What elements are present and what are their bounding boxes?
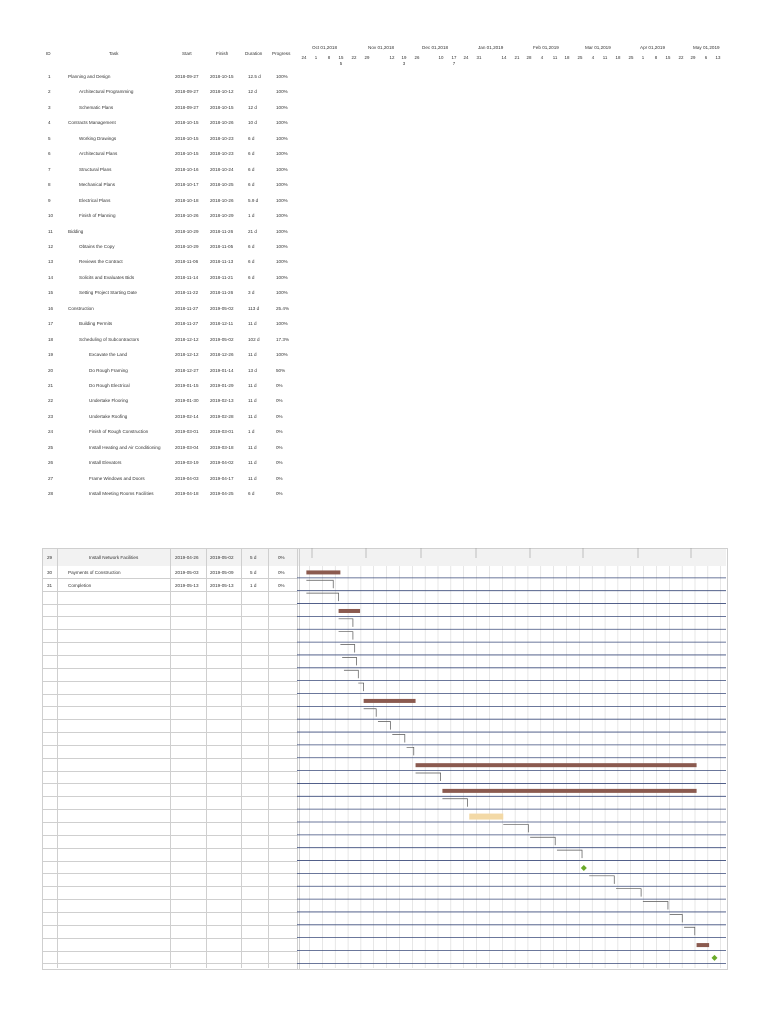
timeline-day: 11 <box>602 55 608 60</box>
task-start: 2018-09-27 <box>175 104 199 110</box>
task-duration: 11 d <box>248 398 257 404</box>
task-id: 18 <box>48 336 54 342</box>
task-id: 8 <box>48 182 51 188</box>
task-duration: 11 d <box>248 460 257 466</box>
timeline-day: 11 <box>552 55 558 60</box>
timeline-day: 18 <box>564 55 570 60</box>
task-progress: 0% <box>276 383 283 388</box>
summary-bar <box>306 570 340 574</box>
task-id: 15 <box>48 290 54 296</box>
timeline-subday: 3 <box>402 61 406 66</box>
task-progress: 100% <box>276 135 288 141</box>
col-header-progress: Progress <box>272 51 291 56</box>
task-start: 2018-10-17 <box>175 182 199 188</box>
task-finish: 2018-11-05 <box>210 243 234 249</box>
summary-bar <box>697 943 710 947</box>
task-start: 2018-10-16 <box>175 166 199 172</box>
task-id: 23 <box>48 413 54 419</box>
task-name: Setting Project Starting Date <box>79 290 137 296</box>
task-progress: 0% <box>278 570 285 575</box>
task-duration: 6 d <box>248 182 255 188</box>
task-id: 19 <box>48 352 54 358</box>
task-progress: 100% <box>276 89 288 95</box>
task-start: 2019-01-30 <box>175 398 199 404</box>
timeline-day: 17 <box>451 55 457 60</box>
task-start: 2019-02-14 <box>175 413 199 419</box>
task-finish: 2019-03-01 <box>210 429 234 435</box>
task-start: 2018-10-15 <box>175 151 199 157</box>
timeline-month: Feb 01,2019 <box>533 45 559 50</box>
task-finish: 2019-05-02 <box>210 555 234 560</box>
timeline-day: 28 <box>526 55 532 60</box>
task-finish: 2018-12-11 <box>210 321 234 327</box>
task-name: Completion <box>68 582 92 588</box>
task-finish: 2019-04-25 <box>210 491 234 497</box>
task-id: 21 <box>48 383 54 388</box>
task-progress: 25.4% <box>276 305 290 311</box>
task-id: 30 <box>47 570 53 575</box>
task-start: 2019-05-03 <box>175 570 199 575</box>
dependency-link <box>643 902 668 910</box>
task-id: 31 <box>47 582 53 588</box>
task-id: 16 <box>48 305 54 311</box>
milestone-marker <box>711 955 717 961</box>
task-progress: 100% <box>276 120 288 126</box>
task-progress: 100% <box>276 290 288 296</box>
task-progress: 0% <box>276 444 283 450</box>
dependency-link <box>364 709 377 717</box>
task-progress: 100% <box>276 228 288 234</box>
timeline-day: 24 <box>301 55 307 60</box>
task-id: 1 <box>48 74 51 79</box>
task-duration: 11 d <box>248 413 257 419</box>
task-duration: 5 d <box>250 555 257 560</box>
dependency-link <box>392 734 405 742</box>
task-name: Structural Plans <box>79 166 112 172</box>
timeline-day: 4 <box>540 55 544 60</box>
timeline-day: 8 <box>327 55 331 60</box>
task-progress: 100% <box>276 352 288 358</box>
task-name: Reviews the Contract <box>79 259 123 265</box>
summary-bar <box>339 609 360 613</box>
task-id: 3 <box>48 104 51 110</box>
task-id: 28 <box>48 491 54 497</box>
task-name: Working Drawings <box>79 135 117 141</box>
task-name: Install Meeting Rooms Facilities <box>89 491 154 497</box>
task-progress: 100% <box>276 259 288 265</box>
task-progress: 100% <box>276 197 288 203</box>
task-progress: 0% <box>276 475 283 481</box>
timeline-day: 12 <box>389 55 395 60</box>
task-progress: 100% <box>276 74 288 79</box>
timeline-day: 1 <box>314 55 318 60</box>
task-name: Planning and Design <box>68 74 111 79</box>
task-finish: 2018-10-26 <box>210 197 234 203</box>
task-finish: 2018-11-26 <box>210 290 234 296</box>
timeline-day: 15 <box>338 55 344 60</box>
summary-bar <box>416 763 697 767</box>
dependency-link <box>684 927 695 935</box>
task-duration: 12.5 d <box>248 74 261 79</box>
task-finish: 2018-10-23 <box>210 135 234 141</box>
task-duration: 12 d <box>248 104 257 110</box>
task-finish: 2018-10-15 <box>210 74 234 79</box>
task-finish: 2018-11-26 <box>210 228 234 234</box>
timeline-day: 13 <box>715 55 721 60</box>
task-duration: 11 d <box>248 444 257 450</box>
dependency-link <box>407 747 414 755</box>
task-duration: 3 d <box>248 290 255 296</box>
task-progress: 0% <box>278 582 285 588</box>
task-name: Excavate the Land <box>89 352 128 358</box>
task-finish: 2018-10-12 <box>210 89 234 95</box>
task-id: 6 <box>48 151 51 157</box>
task-duration: 6 d <box>248 166 255 172</box>
task-id: 10 <box>48 213 54 219</box>
timeline-day: 22 <box>678 55 684 60</box>
timeline-month: Nov 01,2018 <box>368 45 395 50</box>
task-finish: 2019-05-13 <box>210 582 234 588</box>
task-finish: 2018-10-25 <box>210 182 234 188</box>
dependency-link <box>503 824 528 832</box>
task-start: 2018-09-27 <box>175 89 199 95</box>
task-name: Payments of Construction <box>68 570 121 575</box>
col-header-task: Task <box>109 51 119 56</box>
task-duration: 6 d <box>248 274 255 280</box>
task-finish: 2019-01-14 <box>210 367 234 373</box>
task-id: 24 <box>48 429 54 435</box>
milestone-marker <box>581 865 587 871</box>
task-name: Obtains the Copy <box>79 243 115 249</box>
task-finish: 2018-10-23 <box>210 151 234 157</box>
timeline-subday: 5 <box>339 61 343 66</box>
task-start: 2018-10-15 <box>175 135 199 141</box>
dependency-link <box>616 889 641 897</box>
col-header-id: ID <box>46 51 51 56</box>
dependency-link <box>589 876 614 884</box>
dependency-link <box>530 837 555 845</box>
task-progress: 0% <box>276 491 283 497</box>
task-progress: 0% <box>278 555 285 560</box>
task-finish: 2019-02-13 <box>210 398 234 404</box>
task-name: Scheduling of Subcontractors <box>79 336 140 342</box>
task-name: Do Rough Electrical <box>89 383 130 388</box>
dependency-link <box>416 773 441 781</box>
dependency-link <box>342 657 356 665</box>
task-start: 2019-03-04 <box>175 444 199 450</box>
col-header-finish: Finish <box>216 51 229 56</box>
task-id: 2 <box>48 89 51 95</box>
task-finish: 2018-10-26 <box>210 120 234 126</box>
task-start: 2018-11-27 <box>175 305 199 311</box>
task-duration: 1 d <box>248 213 255 219</box>
task-duration: 6 d <box>248 135 255 141</box>
timeline-day: 10 <box>438 55 444 60</box>
dependency-link <box>339 619 353 627</box>
timeline-day: 21 <box>514 55 520 60</box>
task-id: 29 <box>47 555 53 560</box>
task-id: 11 <box>48 228 53 234</box>
task-start: 2019-03-01 <box>175 429 199 435</box>
task-start: 2019-03-19 <box>175 460 199 466</box>
task-progress: 100% <box>276 274 288 280</box>
task-id: 25 <box>48 444 54 450</box>
dependency-link <box>339 632 353 640</box>
task-finish: 2018-12-26 <box>210 352 234 358</box>
task-progress: 100% <box>276 213 288 219</box>
task-start: 2019-04-03 <box>175 475 199 481</box>
task-progress: 100% <box>276 243 288 249</box>
timeline-day: 15 <box>665 55 671 60</box>
timeline-day: 14 <box>501 55 507 60</box>
task-id: 27 <box>48 475 54 481</box>
task-progress: 100% <box>276 104 288 110</box>
task-id: 12 <box>48 243 54 249</box>
dependency-link <box>306 580 333 588</box>
task-finish: 2019-03-18 <box>210 444 234 450</box>
task-start: 2019-05-13 <box>175 582 199 588</box>
task-name: Install Elevators <box>89 460 122 466</box>
task-name: Architectural Plans <box>79 151 118 157</box>
task-id: 7 <box>48 166 51 172</box>
task-start: 2018-11-06 <box>175 259 199 265</box>
task-id: 9 <box>48 197 51 203</box>
task-id: 22 <box>48 398 54 404</box>
task-start: 2018-11-27 <box>175 321 199 327</box>
task-name: Building Permits <box>79 321 113 327</box>
task-duration: 21 d <box>248 228 257 234</box>
task-name: Schematic Plans <box>79 104 114 110</box>
task-start: 2018-10-26 <box>175 213 199 219</box>
task-progress: 0% <box>276 460 283 466</box>
task-start: 2018-11-22 <box>175 290 199 296</box>
task-id: 20 <box>48 367 54 373</box>
task-progress: 100% <box>276 321 288 327</box>
task-finish: 2018-10-29 <box>210 213 234 219</box>
task-name: Do Rough Framing <box>89 367 128 373</box>
task-start: 2018-12-12 <box>175 352 199 358</box>
task-duration: 11 d <box>248 321 257 327</box>
task-finish: 2019-05-09 <box>210 570 234 575</box>
timeline-day: 25 <box>628 55 634 60</box>
task-start: 2018-10-29 <box>175 243 199 249</box>
task-duration: 11 d <box>248 475 257 481</box>
timeline-day: 1 <box>641 55 645 60</box>
timeline-month: Apr 01,2019 <box>640 45 666 50</box>
task-finish: 2018-11-13 <box>210 259 234 265</box>
timeline-month: Dec 01,2018 <box>422 45 449 50</box>
task-duration: 11 d <box>248 383 257 388</box>
timeline-month: May 01,2019 <box>693 45 720 50</box>
timeline-day: 25 <box>577 55 583 60</box>
task-progress: 0% <box>276 398 283 404</box>
timeline-day: 6 <box>704 55 708 60</box>
task-start: 2018-10-15 <box>175 120 199 126</box>
task-start: 2019-04-18 <box>175 491 199 497</box>
task-name: Construction <box>68 305 94 311</box>
timeline-subday: 7 <box>452 61 456 66</box>
task-duration: 11 d <box>248 352 257 358</box>
timeline-month: Oct 01,2018 <box>312 45 338 50</box>
task-name: Finish of Planning <box>79 213 116 219</box>
task-start: 2018-12-27 <box>175 367 199 373</box>
task-duration: 5.9 d <box>248 197 259 203</box>
task-id: 13 <box>48 259 54 265</box>
task-duration: 6 d <box>248 259 255 265</box>
task-finish: 2019-05-02 <box>210 305 234 311</box>
timeline-day: 18 <box>615 55 621 60</box>
timeline-day: 29 <box>364 55 370 60</box>
dependency-link <box>670 914 683 922</box>
task-name: Electrical Plans <box>79 197 111 203</box>
summary-bar <box>442 789 696 793</box>
timeline-day: 31 <box>476 55 482 60</box>
task-duration: 13 d <box>248 367 257 373</box>
task-finish: 2018-10-24 <box>210 166 234 172</box>
task-duration: 1 d <box>248 429 255 435</box>
task-duration: 10 d <box>248 120 257 126</box>
task-name: Architectural Programming <box>79 89 134 95</box>
col-header-start: Start <box>182 51 192 56</box>
task-start: 2018-12-12 <box>175 336 199 342</box>
task-id: 4 <box>48 120 51 126</box>
timeline-day: 19 <box>401 55 407 60</box>
task-duration: 102 d <box>248 336 260 342</box>
task-id: 14 <box>48 274 54 280</box>
task-start: 2018-10-18 <box>175 197 199 203</box>
task-start: 2018-09-27 <box>175 74 199 79</box>
task-name: Frame Windows and Doors <box>89 475 145 481</box>
task-duration: 1 d <box>250 582 257 588</box>
task-start: 2019-04-26 <box>175 555 199 560</box>
task-duration: 5 d <box>250 570 257 575</box>
task-finish: 2018-10-15 <box>210 104 234 110</box>
col-header-duration: Duration <box>245 51 263 56</box>
dependency-link <box>557 850 582 858</box>
task-finish: 2019-02-28 <box>210 413 234 419</box>
timeline-day: 22 <box>351 55 357 60</box>
task-id: 26 <box>48 460 54 466</box>
task-finish: 2019-01-29 <box>210 383 234 388</box>
task-start: 2018-10-29 <box>175 228 199 234</box>
task-duration: 6 d <box>248 151 255 157</box>
timeline-month: Mar 01,2019 <box>585 45 611 50</box>
task-start: 2019-01-15 <box>175 383 199 388</box>
timeline-day: 24 <box>463 55 469 60</box>
task-finish: 2019-05-02 <box>210 336 234 342</box>
dependency-link <box>344 670 358 678</box>
task-id: 17 <box>48 321 54 327</box>
task-start: 2018-11-14 <box>175 274 199 280</box>
task-progress: 50% <box>276 367 286 373</box>
task-bar <box>469 814 503 820</box>
task-name: Mechanical Plans <box>79 182 116 188</box>
task-progress: 0% <box>276 413 283 419</box>
task-name: Install Heating and Air Conditioning <box>89 444 161 450</box>
task-name: Install Network Facilities <box>89 555 139 560</box>
dependency-link <box>378 722 391 730</box>
task-name: Contracts Management <box>68 120 116 126</box>
task-duration: 113 d <box>248 305 260 311</box>
task-name: Solicits and Evaluates Bids <box>79 274 135 280</box>
task-name: Finish of Rough Construction <box>89 429 149 435</box>
task-duration: 6 d <box>248 491 255 497</box>
task-name: Bidding <box>68 228 84 234</box>
task-id: 5 <box>48 135 51 141</box>
task-finish: 2019-04-02 <box>210 460 234 466</box>
task-name: Undertake Roofing <box>89 413 128 419</box>
timeline-day: 4 <box>591 55 595 60</box>
task-name: Undertake Flooring <box>89 398 129 404</box>
task-progress: 17.3% <box>276 336 290 342</box>
task-duration: 12 d <box>248 89 257 95</box>
task-duration: 6 d <box>248 243 255 249</box>
task-progress: 0% <box>276 429 283 435</box>
timeline-day: 29 <box>690 55 696 60</box>
task-finish: 2018-11-21 <box>210 274 234 280</box>
task-finish: 2019-04-17 <box>210 475 234 481</box>
timeline-day: 26 <box>414 55 420 60</box>
timeline-day: 8 <box>654 55 658 60</box>
summary-bar <box>364 699 416 703</box>
task-progress: 100% <box>276 151 288 157</box>
task-progress: 100% <box>276 182 288 188</box>
dependency-link <box>340 645 354 653</box>
task-progress: 100% <box>276 166 288 172</box>
timeline-month: Jan 01,2019 <box>478 45 504 50</box>
